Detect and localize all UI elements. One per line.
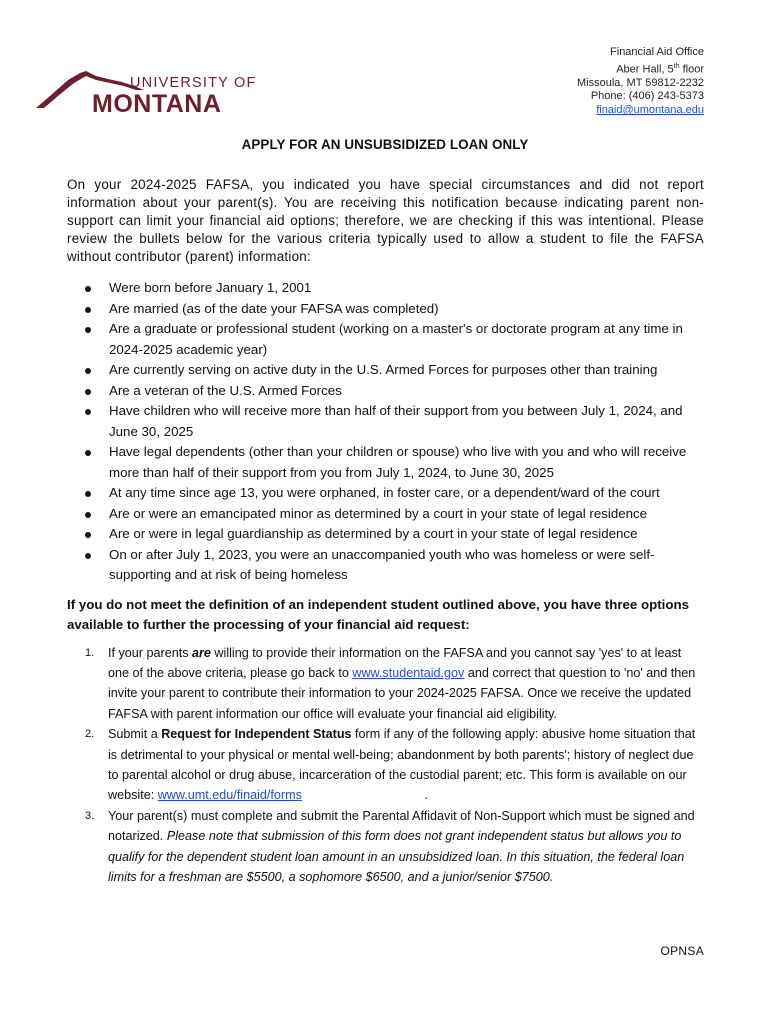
option-item-2 [67, 724, 704, 806]
criteria-text: Have children who will receive more than half of their support from you between July 1, 2024, and June 30, 2025 [109, 403, 683, 439]
criteria-list [67, 278, 704, 586]
option-emphasis: are [192, 645, 211, 660]
office-city: Missoula, MT 59812-2232 [577, 76, 704, 89]
criteria-item [67, 401, 704, 442]
building-sup: th [673, 62, 680, 70]
criteria-text: Have legal dependents (other than your children or spouse) who live with you and who will receive more than half of their support from you from July 1, 2024, to June 30, 2025 [109, 444, 687, 480]
building-floor: floor [679, 63, 704, 76]
intro-paragraph: On your 2024-2025 FAFSA, you indicated you have special circumstances and did not report information about your parent(s). You are receiving this notification because indicating parent non-support can limit your financial aid options; therefore, we are checking if this was intentional. Please review the bullets below for the various criteria typically used to allow a student to file the FAFSA without contributor (parent) information: [67, 177, 704, 264]
criteria-text: Are a graduate or professional student (working on a master's or doctorate program at any time in 2024-2025 academic year) [109, 321, 683, 357]
criteria-text: Were born before January 1, 2001 [109, 280, 312, 295]
option-text: and correct that question to 'no' and then invite your parent to contribute their information to your 2024-2025 FAFSA. Once we receive the updated FAFSA with parent information our office will evaluate your financial aid eligibility. [108, 665, 696, 721]
option-item-1 [67, 643, 704, 725]
office-email-link[interactable]: finaid@umontana.edu [596, 104, 704, 117]
option-bold-text: Request for Independent Status [161, 727, 352, 742]
bullet-icon [85, 389, 91, 395]
criteria-text: Are currently serving on active duty in the U.S. Armed Forces for purposes other than training [109, 362, 658, 377]
criteria-item [67, 299, 704, 320]
bullet-icon [85, 286, 91, 292]
criteria-text: Are or were an emancipated minor as determined by a court in your state of legal residence [109, 505, 648, 521]
option-text: form if any of the following apply: abusive home situation that is detrimental to your physical or mental well-being; abandonment by both parents'; history of neglect due to parental alcohol or drug abuse, incarceration of the custodial parent; etc. This form is available on our website: [108, 727, 696, 803]
option-italic-text: Please note that submission of this form does not grant independent status but allows you to qualify for the dependent student loan amount in an unsubsidized loan. In this situation, the federal loan limits for a freshman are $5500, a sophomore $6500, and a junior/senior $7500. [108, 829, 685, 884]
bullet-icon [85, 450, 91, 456]
option-item-3 [67, 806, 704, 888]
university-logo [36, 66, 268, 116]
office-name: Financial Aid Office [610, 46, 704, 58]
criteria-item [67, 483, 704, 504]
option-text: . [301, 788, 428, 803]
criteria-item [67, 545, 704, 586]
criteria-item [67, 504, 704, 525]
bullet-icon [85, 553, 91, 559]
criteria-text: Are a veteran of the U.S. Armed Forces [109, 382, 342, 398]
option-text: willing to provide their information on the FAFSA and you cannot say 'yes' to at least one of the above criteria, please go back to [108, 645, 682, 680]
criteria-text: At any time since age 13, you were orphaned, in foster care, or a dependent/ward of the court [109, 485, 660, 500]
bullet-icon [85, 368, 91, 374]
bullet-icon [85, 327, 91, 333]
criteria-item [67, 442, 704, 483]
criteria-item [67, 319, 704, 360]
option-number: 1. [85, 646, 95, 659]
office-phone: Phone: (406) 243-5373 [590, 90, 704, 103]
bullet-icon [85, 307, 91, 313]
options-lead-paragraph: If you do not meet the definition of an independent student outlined above, you have three options available to further the processing of your financial aid request: [67, 596, 690, 632]
logo-bottom-text: MONTANA [92, 90, 222, 116]
option-text: If your parents [108, 645, 192, 660]
criteria-item [67, 278, 704, 299]
options-list [67, 643, 704, 888]
forms-link[interactable]: www.umt.edu/finaid/forms [157, 788, 302, 803]
criteria-item [67, 381, 704, 402]
office-building [577, 60, 704, 77]
letter-body [67, 176, 704, 887]
mountain-logo-mark [36, 66, 268, 116]
option-text: Submit a [108, 727, 162, 742]
bullet-icon [85, 512, 91, 518]
criteria-text: Are or were in legal guardianship as determined by a court in your state of legal residence [109, 526, 638, 541]
option-number: 2. [85, 728, 95, 741]
building-name: Aber Hall, 5 [616, 63, 674, 76]
bullet-icon [85, 409, 91, 415]
criteria-text: On or after July 1, 2023, you were an unaccompanied youth who was homeless or were self-supporting and at risk of being homeless [109, 546, 655, 582]
option-number: 3. [85, 809, 95, 822]
page-title: APPLY FOR AN UNSUBSIDIZED LOAN ONLY [241, 137, 529, 152]
office-address [577, 46, 704, 118]
logo-top-text: UNIVERSITY OF [130, 75, 257, 91]
criteria-text: Are married (as of the date your FAFSA was completed) [109, 300, 439, 316]
bullet-icon [85, 491, 91, 497]
form-code: OPNSA [660, 944, 704, 958]
criteria-item [67, 360, 704, 381]
option-text: Your parent(s) must complete and submit the Parental Affidavit of Non-Support which must be signed and notarized. [108, 808, 695, 844]
criteria-item [67, 524, 704, 545]
bullet-icon [85, 532, 91, 538]
studentaid-link[interactable]: www.studentaid.gov [352, 665, 465, 680]
